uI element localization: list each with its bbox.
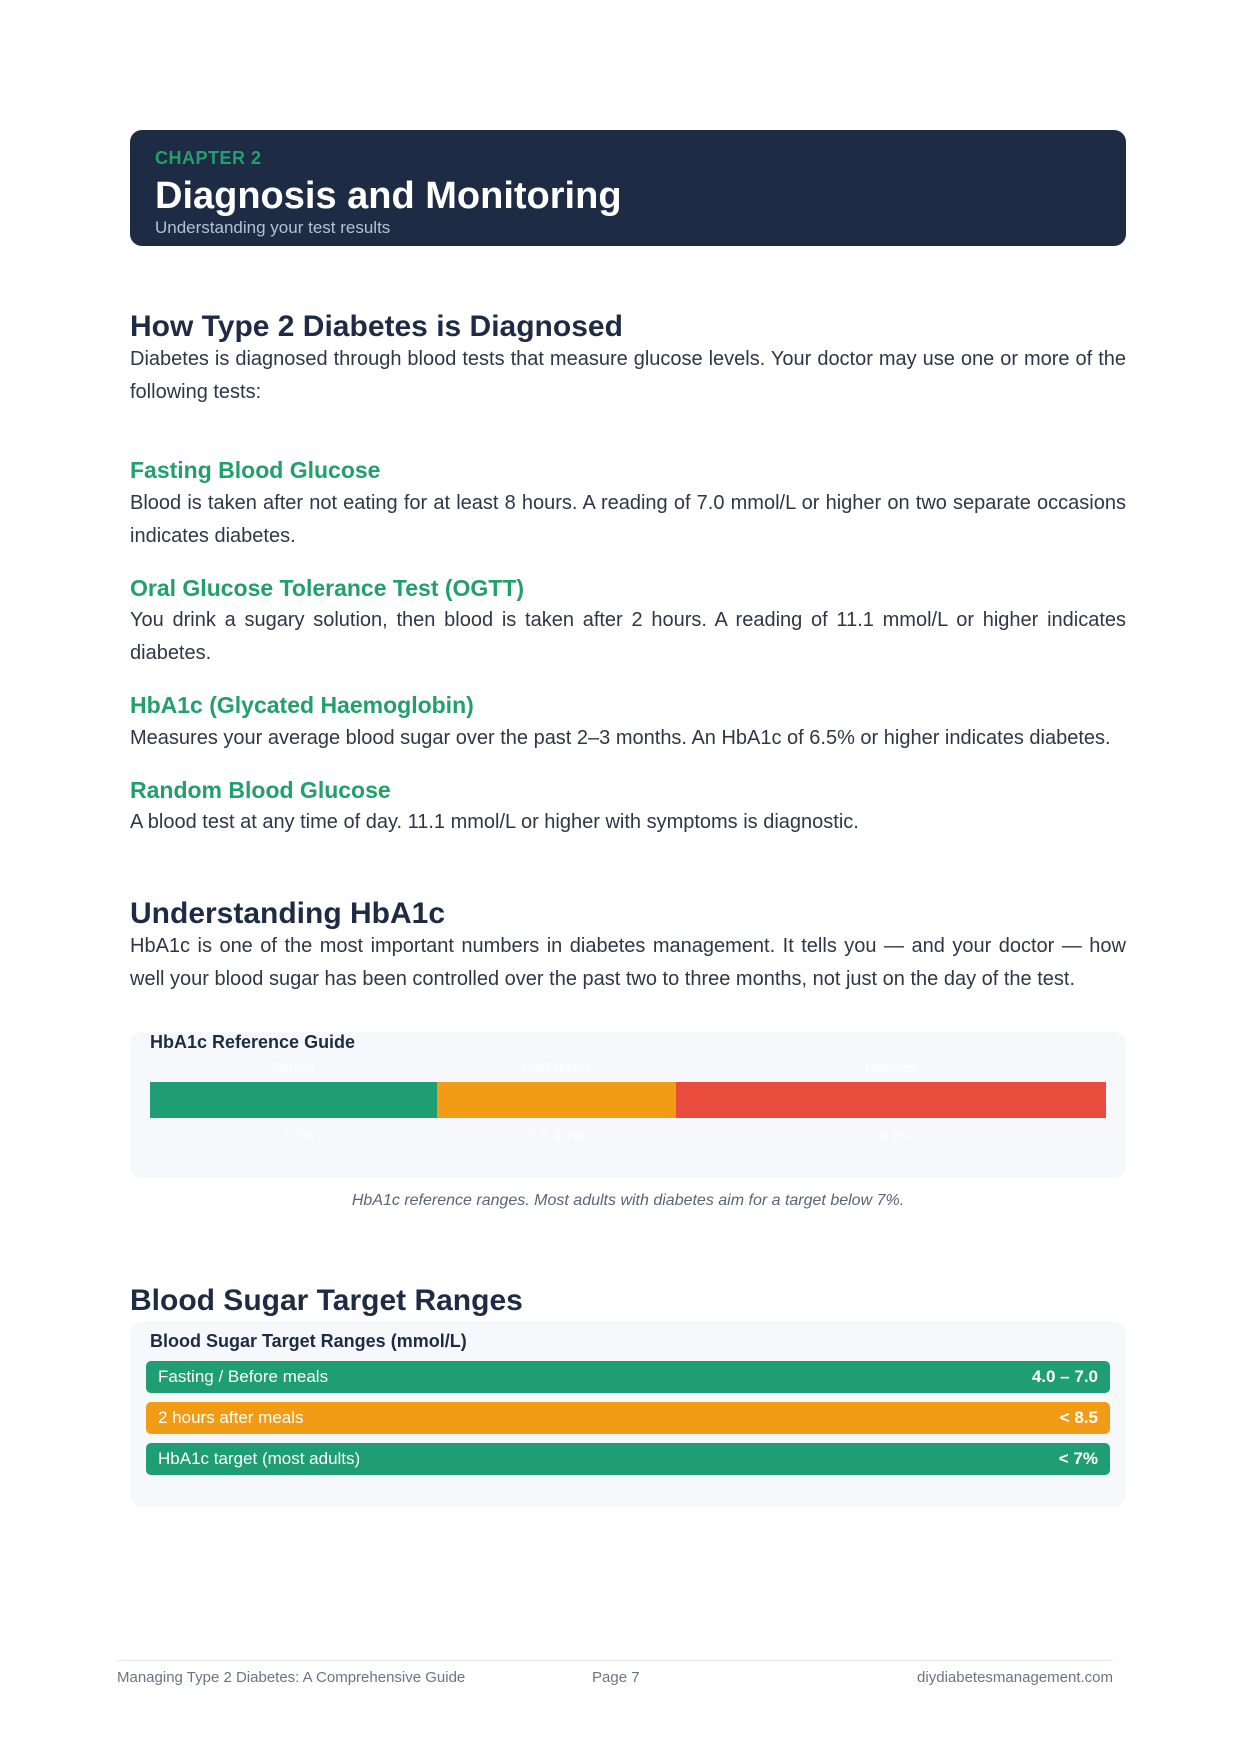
page-number: Page 7 bbox=[592, 1669, 640, 1686]
test-item bbox=[130, 457, 1126, 553]
card-title: HbA1c Reference Guide bbox=[150, 1032, 356, 1053]
section-intro: Diabetes is diagnosed through blood tests that measure glucose levels. Your doctor may use one or more of the following tests: bbox=[130, 348, 1126, 403]
test-description: Measures your average blood sugar over the past 2–3 months. An HbA1c of 6.5% or higher indicates diabetes. bbox=[130, 726, 1111, 749]
section-heading: Understanding HbA1c bbox=[130, 897, 446, 931]
target-value: < 7% bbox=[1058, 1449, 1098, 1469]
page-content bbox=[130, 130, 1126, 1507]
target-row bbox=[146, 1361, 1110, 1393]
target-row bbox=[146, 1443, 1110, 1475]
hba1c-reference-card bbox=[130, 1032, 1126, 1178]
bar-ranges bbox=[150, 1128, 1106, 1146]
hba1c-range-bar bbox=[150, 1082, 1106, 1118]
section-diagnosis bbox=[130, 310, 1126, 839]
segment-range-normal: < 5.7% bbox=[272, 1128, 314, 1144]
section-heading: Blood Sugar Target Ranges bbox=[130, 1284, 523, 1318]
card-title: Blood Sugar Target Ranges (mmol/L) bbox=[150, 1331, 467, 1352]
chapter-label: CHAPTER 2 bbox=[155, 148, 262, 168]
section-hba1c bbox=[130, 897, 1126, 1210]
segment-range-diabetes: ≥ 6.5% bbox=[870, 1128, 912, 1144]
section-targets bbox=[130, 1284, 1126, 1507]
target-row bbox=[146, 1402, 1110, 1434]
segment-label-prediabetes: Prediabetes bbox=[521, 1060, 591, 1076]
target-value: < 8.5 bbox=[1059, 1408, 1098, 1428]
segment-range-prediabetes: 5.7–6.4% bbox=[528, 1128, 584, 1144]
chapter-title: Diagnosis and Monitoring bbox=[155, 175, 622, 217]
test-title: Oral Glucose Tolerance Test (OGTT) bbox=[130, 574, 525, 601]
chapter-subtitle: Understanding your test results bbox=[155, 218, 391, 237]
test-title: Random Blood Glucose bbox=[130, 776, 391, 803]
target-ranges-card bbox=[130, 1321, 1126, 1507]
footer-title: Managing Type 2 Diabetes: A Comprehensive Guide bbox=[117, 1669, 466, 1686]
test-title: Fasting Blood Glucose bbox=[130, 457, 381, 483]
page-footer bbox=[117, 1660, 1113, 1686]
segment-diabetes bbox=[676, 1082, 1106, 1118]
segment-label-diabetes: Diabetes bbox=[865, 1060, 917, 1076]
target-label: 2 hours after meals bbox=[158, 1408, 304, 1428]
segment-label-normal: Normal bbox=[272, 1060, 315, 1076]
section-heading: How Type 2 Diabetes is Diagnosed bbox=[130, 310, 623, 343]
test-title: HbA1c (Glycated Haemoglobin) bbox=[130, 692, 474, 719]
figure-caption: HbA1c reference ranges. Most adults with diabetes aim for a target below 7%. bbox=[351, 1192, 905, 1210]
test-description: Blood is taken after not eating for at least 8 hours. A reading of 7.0 mmol/L or higher on two separate occasions indicates diabetes. bbox=[130, 491, 1126, 547]
bar-labels bbox=[150, 1060, 1106, 1078]
section-text: HbA1c is one of the most important numbers in diabetes management. It tells you — and your doctor — how well your blood sugar has been controlled over the past two to three months, not just on the day of the test. bbox=[130, 935, 1126, 991]
target-label: Fasting / Before meals bbox=[158, 1367, 329, 1387]
test-description: A blood test at any time of day. 11.1 mmol/L or higher with symptoms is diagnostic. bbox=[130, 811, 859, 834]
target-value: 4.0 – 7.0 bbox=[1031, 1367, 1098, 1387]
target-label: HbA1c target (most adults) bbox=[158, 1449, 361, 1469]
segment-normal bbox=[150, 1082, 437, 1118]
test-item bbox=[130, 692, 1126, 755]
chapter-header bbox=[130, 130, 1126, 246]
footer-website: diydiabetesmanagement.com bbox=[917, 1669, 1113, 1686]
test-item bbox=[130, 575, 1126, 671]
test-item bbox=[130, 777, 1126, 840]
test-description: You drink a sugary solution, then blood is taken after 2 hours. A reading of 11.1 mmol/L or higher indicates diabetes. bbox=[130, 609, 1126, 665]
segment-prediabetes bbox=[437, 1082, 676, 1118]
test-list bbox=[130, 457, 1126, 839]
